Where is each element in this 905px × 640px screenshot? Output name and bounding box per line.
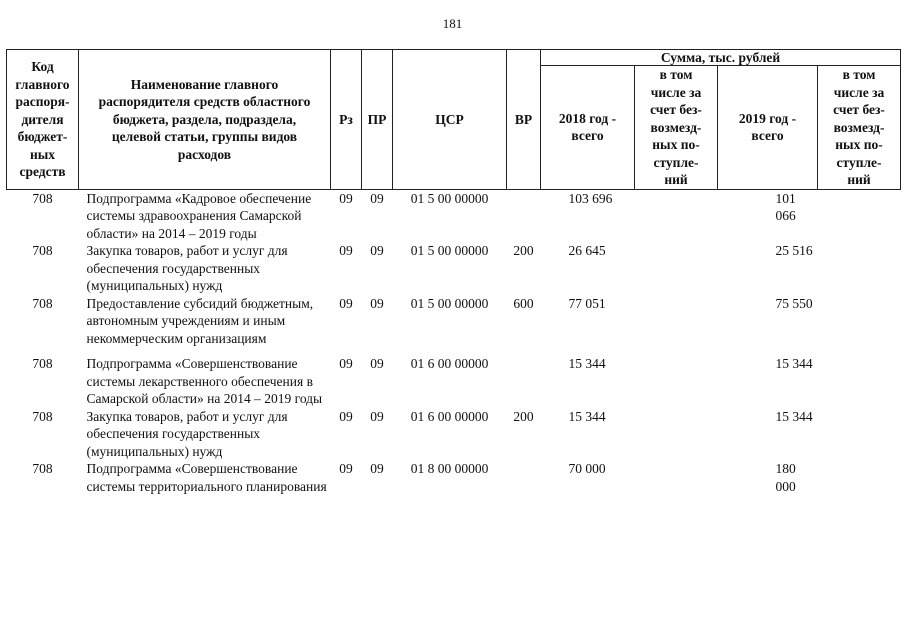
cell-2019-free [818, 189, 901, 242]
cell-2019-free [818, 295, 901, 356]
cell-2018-total: 77 051 [568, 295, 606, 311]
cell-vr [507, 355, 541, 408]
cell-2018-free [635, 460, 718, 495]
cell-name: Закупка товаров, работ и услуг для обеспечения государственных (муниципальных) нужд [86, 243, 288, 293]
cell-code: 708 [32, 356, 53, 371]
cell-name: Подпрограмма «Совершенствование системы лекарственного обеспечения в Самарской области» на 2014 – 2019 годы [86, 356, 323, 406]
cell-csr: 01 8 00 00000 [410, 461, 489, 476]
header-rz: Рз [331, 50, 362, 190]
cell-rz: 09 [339, 408, 353, 424]
cell-name: Предоставление субсидий бюджетным, автономным учреждениям и иным некоммерческим организациям [86, 295, 314, 346]
cell-pr: 09 [370, 408, 384, 424]
table-row [7, 408, 901, 461]
cell-2019-free [818, 408, 901, 461]
cell-code: 708 [32, 190, 53, 206]
page-number: 181 [442, 16, 463, 31]
cell-csr: 01 5 00 00000 [410, 243, 489, 258]
cell-2018-total: 26 645 [568, 243, 606, 258]
cell-rz: 09 [339, 295, 353, 311]
cell-2018-total: 15 344 [568, 408, 606, 424]
header-2018-total: 2018 год - всего [541, 66, 635, 190]
cell-2019-total: 15 344 [775, 408, 813, 424]
table-row [7, 189, 901, 242]
cell-code: 708 [32, 295, 53, 311]
cell-pr: 09 [370, 461, 384, 476]
table-row [7, 460, 901, 495]
cell-2018-total: 15 344 [568, 356, 606, 371]
cell-pr: 09 [370, 243, 384, 258]
cell-2019-free [818, 460, 901, 495]
table-row [7, 295, 901, 356]
header-csr: ЦСР [393, 50, 507, 190]
cell-2019-total: 75 550 [775, 295, 813, 311]
cell-2018-free [635, 408, 718, 461]
table-row [7, 355, 901, 408]
cell-csr: 01 6 00 00000 [410, 356, 489, 371]
cell-vr [507, 460, 541, 495]
cell-rz: 09 [339, 356, 353, 371]
header-vr: ВР [507, 50, 541, 190]
cell-rz: 09 [339, 243, 353, 258]
cell-code: 708 [32, 461, 53, 476]
header-pr: ПР [362, 50, 393, 190]
cell-2018-free [635, 189, 718, 242]
cell-csr: 01 5 00 00000 [410, 295, 489, 311]
cell-name: Закупка товаров, работ и услуг для обеспечения государственных (муниципальных) нужд [86, 408, 288, 459]
cell-2019-total: 180 000 [775, 461, 796, 494]
cell-name: Подпрограмма «Совершенствование системы территориального планирования [86, 461, 327, 494]
header-2019-total: 2019 год - всего [718, 66, 818, 190]
cell-vr: 200 [513, 243, 534, 258]
cell-2018-free [635, 295, 718, 356]
cell-csr: 01 5 00 00000 [410, 190, 489, 206]
cell-code: 708 [32, 243, 53, 258]
cell-rz: 09 [339, 190, 353, 206]
header-code: Код главного распоря-дителя бюджет-ных средств [7, 50, 79, 190]
cell-pr: 09 [370, 295, 384, 311]
budget-table [6, 49, 901, 495]
cell-name: Подпрограмма «Кадровое обеспечение системы здравоохранения Самарской области» на 2014 – 2019 годы [86, 190, 312, 241]
cell-2018-free [635, 242, 718, 295]
cell-code: 708 [32, 408, 53, 424]
cell-2018-total: 70 000 [568, 461, 606, 476]
cell-vr: 200 [513, 408, 534, 424]
cell-pr: 09 [370, 356, 384, 371]
cell-2019-free [818, 355, 901, 408]
cell-rz: 09 [339, 461, 353, 476]
cell-vr: 600 [513, 295, 534, 311]
header-2018-free: в том числе за счет без-возмезд-ных по-ступле-ний [635, 66, 718, 190]
cell-csr: 01 6 00 00000 [410, 408, 489, 424]
cell-2018-total: 103 696 [568, 190, 613, 206]
header-2019-free: в том числе за счет без-возмезд-ных по-ступле-ний [818, 66, 901, 190]
cell-vr [507, 189, 541, 242]
cell-pr: 09 [370, 190, 384, 206]
header-name: Наименование главного распорядителя средств областного бюджета, раздела, подраздела, целевой статьи, группы видов расходов [79, 50, 331, 190]
cell-2019-total: 101 066 [775, 190, 796, 223]
table-row [7, 242, 901, 295]
cell-2018-free [635, 355, 718, 408]
cell-2019-total: 25 516 [775, 243, 813, 258]
cell-2019-total: 15 344 [775, 356, 813, 371]
header-sum: Сумма, тыс. рублей [541, 50, 901, 66]
cell-2019-free [818, 242, 901, 295]
